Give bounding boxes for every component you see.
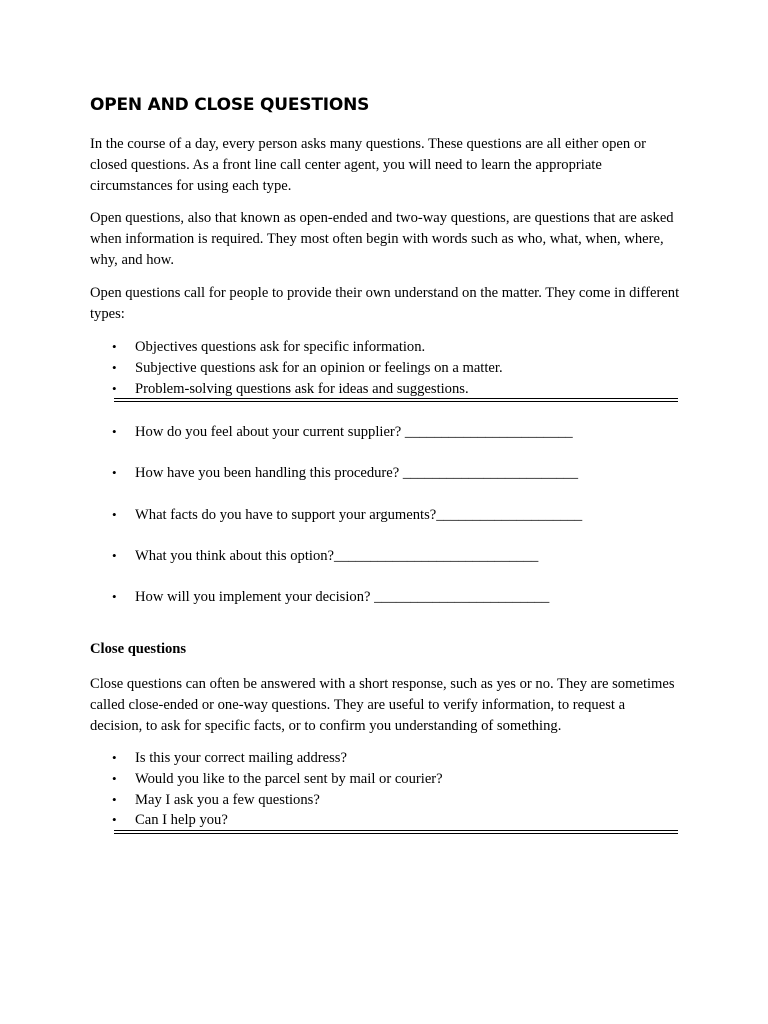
list-item-text: How do you feel about your current supplier? _______________________ <box>135 424 573 440</box>
bullet-icon: • <box>112 750 117 765</box>
bullet-icon: • <box>112 424 117 439</box>
bullet-icon: • <box>112 589 117 605</box>
document-title: OPEN AND CLOSE QUESTIONS <box>90 95 370 115</box>
list-item-text: Can I help you? <box>135 812 228 829</box>
bullet-icon: • <box>112 359 117 375</box>
open-types-list <box>90 337 680 399</box>
list-item <box>90 422 680 463</box>
close-examples-list <box>90 748 680 831</box>
list-item-text: How have you been handling this procedure? ________________________ <box>135 465 579 482</box>
bullet-icon: • <box>112 506 117 522</box>
close-questions-definition: Close questions can often be answered with a short response, such as yes or no. They are sometimes called close-ended or one-way questions. They are useful to verify information, to request a decision, to ask for specific facts, or to confirm you understanding of something. <box>90 676 675 734</box>
list-item <box>90 358 680 379</box>
list-item <box>90 379 680 400</box>
list-item-text: May I ask you a few questions? <box>135 791 320 808</box>
list-item-text: What facts do you have to support your arguments?____________________ <box>135 506 583 523</box>
open-types-intro: Open questions call for people to provide their own understand on the matter. They come in different types: <box>90 285 680 322</box>
list-item-text: What you think about this option?____________________________ <box>135 547 539 564</box>
section-divider <box>114 830 678 834</box>
bullet-icon: • <box>112 770 117 786</box>
close-questions-heading: Close questions <box>90 641 187 657</box>
list-item <box>90 810 680 831</box>
list-item <box>90 337 680 358</box>
list-item <box>90 587 680 628</box>
intro-paragraph: In the course of a day, every person asks many questions. These questions are all either open or closed questions. As a front line call center agent, you will need to learn the appropriate circumstances for using each type. <box>90 136 647 194</box>
bullet-icon: • <box>112 812 117 828</box>
bullet-icon: • <box>112 465 117 481</box>
list-item-text: Objectives questions ask for specific information. <box>135 339 426 355</box>
list-item <box>90 546 680 587</box>
list-item-text: Would you like to the parcel sent by mail or courier? <box>135 770 443 787</box>
list-item <box>90 790 680 811</box>
open-questions-definition: Open questions, also that known as open-ended and two-way questions, are questions that are asked when information is required. They most often begin with words such as who, what, when, where, why, and how. <box>90 210 674 268</box>
list-item <box>90 769 680 790</box>
list-item-text: Is this your correct mailing address? <box>135 750 347 766</box>
open-examples-list <box>90 422 680 628</box>
list-item-text: How will you implement your decision? ________________________ <box>135 589 550 606</box>
list-item-text: Problem-solving questions ask for ideas and suggestions. <box>135 380 469 397</box>
bullet-icon: • <box>112 339 117 354</box>
bullet-icon: • <box>112 791 117 807</box>
list-item <box>90 748 680 769</box>
list-item <box>90 505 680 546</box>
list-item-text: Subjective questions ask for an opinion or feelings on a matter. <box>135 359 503 376</box>
bullet-icon: • <box>112 547 117 563</box>
section-divider <box>114 398 678 402</box>
bullet-icon: • <box>112 380 117 396</box>
list-item <box>90 463 680 504</box>
